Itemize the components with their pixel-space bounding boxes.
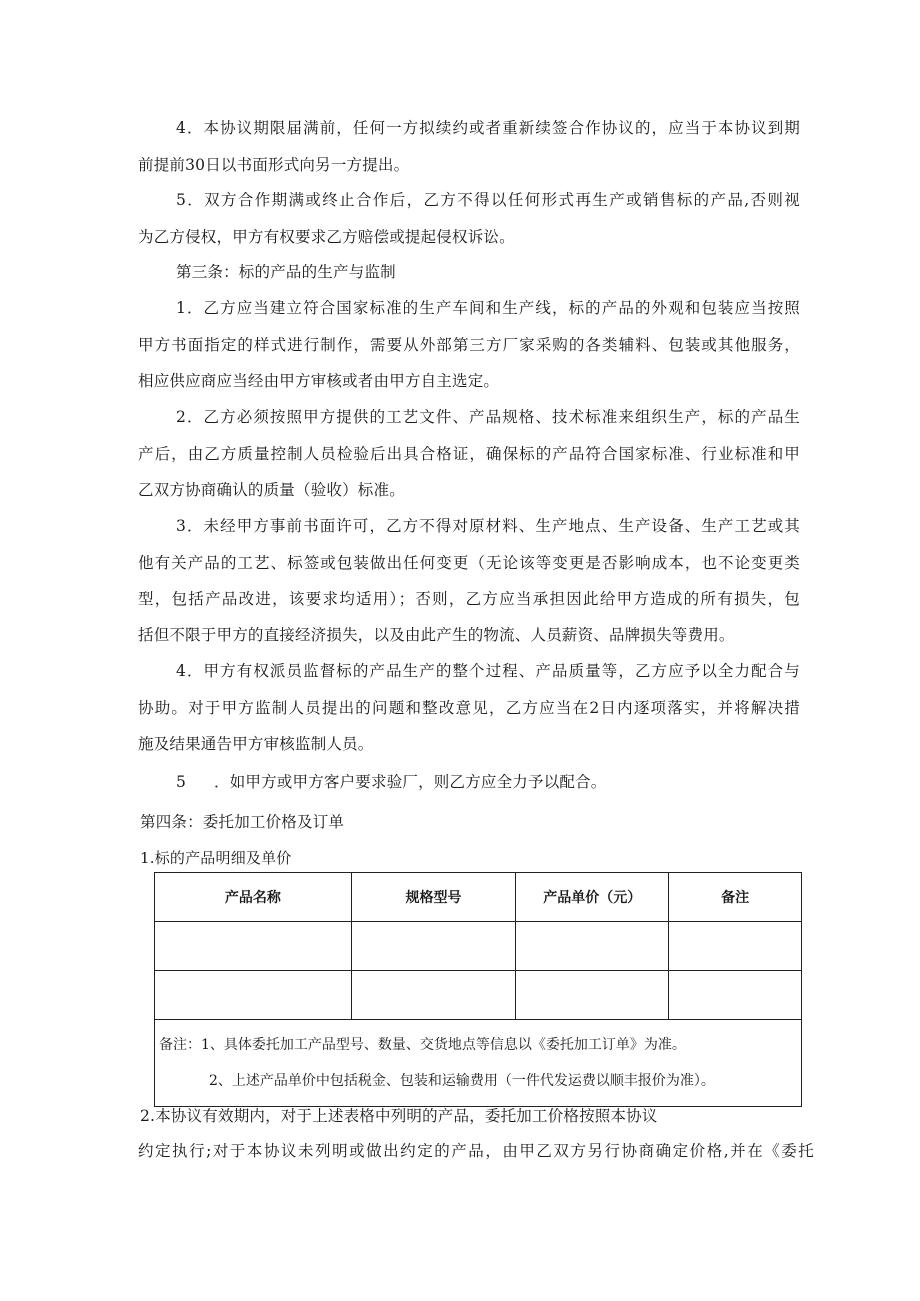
clause-3-item-4-line-2: 协助。对于甲方监制人员提出的问题和整改意见，乙方应当在2日内逐项落实，并将解决措 <box>138 699 800 717</box>
clause-3-item-1-line-1: 1．乙方应当建立符合国家标准的生产车间和生产线，标的产品的外观和包装应当按照 <box>176 299 800 317</box>
clause-3-item-4-line-3: 施及结果通告甲方审核监制人员。 <box>138 735 374 753</box>
table-cell <box>516 971 669 1020</box>
table-cell <box>669 971 802 1020</box>
header-remark: 备注 <box>669 873 802 922</box>
clause-3-item-2-line-1: 2．乙方必须按照甲方提供的工艺文件、产品规格、技术标准来组织生产，标的产品生 <box>176 408 800 426</box>
clause-2-item-5-line-1: 5．双方合作期满或终止合作后，乙方不得以任何形式再生产或销售标的产品,否则视 <box>176 191 800 209</box>
clause-3-item-2-line-3: 乙双方协商确认的质量（验收）标准。 <box>138 481 405 499</box>
clause-3-item-5-number: 5 <box>176 773 187 791</box>
clause-3-item-3-line-4: 括但不限于甲方的直接经济损失，以及由此产生的物流、人员薪资、品牌损失等费用。 <box>138 626 735 644</box>
table-row <box>155 922 802 971</box>
header-unit-price: 产品单价（元） <box>516 873 669 922</box>
table-cell <box>155 971 352 1020</box>
header-product-name: 产品名称 <box>155 873 352 922</box>
table-cell <box>516 922 669 971</box>
table-note-1: 备注：1、具体委托加工产品型号、数量、交货地点等信息以《委托加工订单》为准。 <box>159 1037 686 1053</box>
clause-3-item-4-line-1: 4．甲方有权派员监督标的产品生产的整个过程、产品质量等，乙方应予以全力配合与 <box>176 662 800 680</box>
clause-2-item-5-line-2: 为乙方侵权，甲方有权要求乙方赔偿或提起侵权诉讼。 <box>138 228 515 246</box>
clause-3-item-3-line-2: 他有关产品的工艺、标签或包装做出任何变更（无论该等变更是否影响成本，也不论变更类 <box>138 554 800 572</box>
table-cell <box>155 922 352 971</box>
table-cell <box>669 922 802 971</box>
clause-4-item-2-line-1: 2.本协议有效期内，对于上述表格中列明的产品，委托加工价格按照本协议 <box>140 1107 658 1125</box>
clause-4-heading: 第四条：委托加工价格及订单 <box>140 813 345 831</box>
clause-4-item-2-line-2: 约定执行;对于本协议未列明或做出约定的产品，由甲乙双方另行协商确定价格,并在《委托 <box>138 1142 814 1160</box>
table-cell <box>351 971 516 1020</box>
table-note-row <box>155 1020 802 1107</box>
clause-3-heading: 第三条：标的产品的生产与监制 <box>176 263 396 281</box>
product-price-table <box>154 872 802 1107</box>
clause-3-item-5-text: ．如甲方或甲方客户要求验厂，则乙方应全力予以配合。 <box>214 773 607 791</box>
table-header-row <box>155 873 802 922</box>
clause-3-item-2-line-2: 产后，由乙方质量控制人员检验后出具合格证，确保标的产品符合国家标准、行业标准和甲 <box>138 445 800 463</box>
clause-3-item-1-line-2: 甲方书面指定的样式进行制作，需要从外部第三方厂家采购的各类辅料、包装或其他服务， <box>138 336 800 354</box>
header-spec-model: 规格型号 <box>351 873 516 922</box>
table-note-2: 2、上述产品单价中包括税金、包装和运输费用（一件代发运费以顺丰报价为准）。 <box>209 1073 715 1089</box>
clause-2-item-4-line-1: 4．本协议期限届满前，任何一方拟续约或者重新续签合作协议的，应当于本协议到期 <box>176 119 800 137</box>
price-table-caption: 1.标的产品明细及单价 <box>140 849 292 867</box>
table-cell <box>351 922 516 971</box>
table-row <box>155 971 802 1020</box>
clause-3-item-3-line-3: 型，包括产品改进，该要求均适用）；否则，乙方应当承担因此给甲方造成的所有损失，包 <box>138 590 800 608</box>
clause-2-item-4-line-2: 前提前30日以书面形式向另一方提出。 <box>138 156 410 174</box>
table-note-cell <box>155 1020 802 1107</box>
clause-3-item-3-line-1: 3．未经甲方事前书面许可，乙方不得对原材料、生产地点、生产设备、生产工艺或其 <box>176 517 800 535</box>
clause-3-item-1-line-3: 相应供应商应当经由甲方审核或者由甲方自主选定。 <box>138 372 500 390</box>
